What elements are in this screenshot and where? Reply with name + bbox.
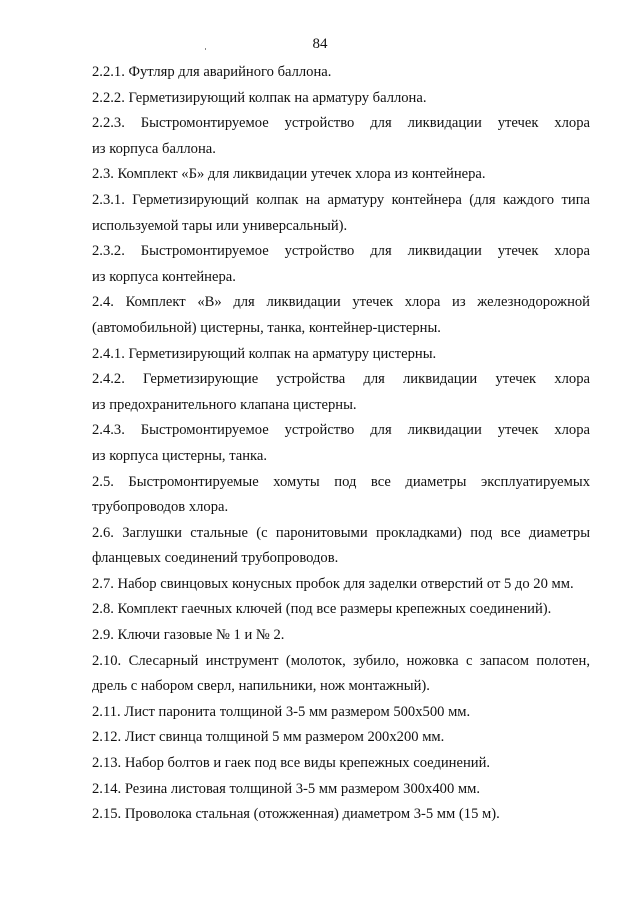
- item-line: 2.14. Резина листовая толщиной 3-5 мм размером 300х400 мм.: [92, 780, 481, 797]
- list-item: [92, 802, 590, 828]
- item-line: 2.13. Набор болтов и гаек под все виды крепежных соединений.: [92, 755, 491, 772]
- item-line: из корпуса контейнера.: [92, 268, 236, 285]
- list-item: [92, 60, 590, 86]
- item-line: 2.3.2. Быстромонтируемое устройство для ликвидации утечек хлора: [92, 243, 590, 260]
- item-line: дрель с набором сверл, напильники, нож монтажный).: [92, 678, 430, 695]
- list-item: [92, 623, 590, 649]
- list-item: [92, 162, 590, 188]
- item-line: 2.5. Быстромонтируемые хомуты под все диаметры эксплуатируемых: [92, 473, 590, 490]
- list-item: [92, 725, 590, 751]
- item-line: 2.4.1. Герметизирующий колпак на арматуру цистерны.: [92, 345, 437, 362]
- item-line: (автомобильной) цистерны, танка, контейнер-цистерны.: [92, 319, 441, 336]
- item-line: 2.15. Проволока стальная (отожженная) диаметром 3-5 мм (15 м).: [92, 806, 500, 823]
- list-item: [92, 597, 590, 623]
- item-line: 2.11. Лист паронита толщиной 3-5 мм размером 500х500 мм.: [92, 703, 471, 720]
- item-line: 2.8. Комплект гаечных ключей (под все размеры крепежных соединений).: [92, 601, 552, 618]
- item-line: 2.10. Слесарный инструмент (молоток, зубило, ножовка с запасом полотен,: [92, 652, 590, 669]
- list-item: [92, 572, 590, 598]
- list-item: [92, 418, 590, 469]
- list-item: [92, 649, 590, 700]
- page-number: 84: [312, 36, 328, 52]
- list-item: [92, 239, 590, 290]
- item-line: 2.9. Ключи газовые № 1 и № 2.: [92, 627, 285, 644]
- item-line: 2.7. Набор свинцовых конусных пробок для заделки отверстий от 5 до 20 мм.: [92, 575, 574, 592]
- list-item: [92, 777, 590, 803]
- item-line: 2.3. Комплект «Б» для ликвидации утечек хлора из контейнера.: [92, 166, 486, 183]
- item-line: трубопроводов хлора.: [92, 499, 229, 516]
- item-line: из предохранительного клапана цистерны.: [92, 396, 357, 413]
- document-body: [92, 60, 590, 828]
- item-line: 2.3.1. Герметизирующий колпак на арматуру контейнера (для каждого типа: [92, 191, 590, 208]
- list-item: [92, 111, 590, 162]
- item-line: 2.12. Лист свинца толщиной 5 мм размером 200х200 мм.: [92, 729, 445, 746]
- list-item: [92, 521, 590, 572]
- list-item: [92, 290, 590, 341]
- list-item: [92, 751, 590, 777]
- list-item: [92, 367, 590, 418]
- list-item: [92, 700, 590, 726]
- list-item: [92, 86, 590, 112]
- item-line: из корпуса цистерны, танка.: [92, 447, 268, 464]
- item-line: фланцевых соединений трубопроводов.: [92, 550, 339, 567]
- list-item: [92, 342, 590, 368]
- item-line: из корпуса баллона.: [92, 140, 216, 157]
- item-line: используемой тары или универсальный).: [92, 217, 348, 234]
- list-item: [92, 470, 590, 521]
- item-line: 2.6. Заглушки стальные (с паронитовыми прокладками) под все диаметры: [92, 524, 590, 541]
- item-line: 2.2.3. Быстромонтируемое устройство для ликвидации утечек хлора: [92, 115, 590, 132]
- list-item: [92, 188, 590, 239]
- item-line: 2.4.2. Герметизирующие устройства для ликвидации утечек хлора: [92, 371, 590, 388]
- scan-mark: [205, 48, 206, 50]
- item-line: 2.4.3. Быстромонтируемое устройство для ликвидации утечек хлора: [92, 422, 590, 439]
- item-line: 2.2.2. Герметизирующий колпак на арматуру баллона.: [92, 89, 427, 106]
- item-line: 2.4. Комплект «В» для ликвидации утечек хлора из железнодорожной: [92, 294, 590, 311]
- item-line: 2.2.1. Футляр для аварийного баллона.: [92, 64, 332, 80]
